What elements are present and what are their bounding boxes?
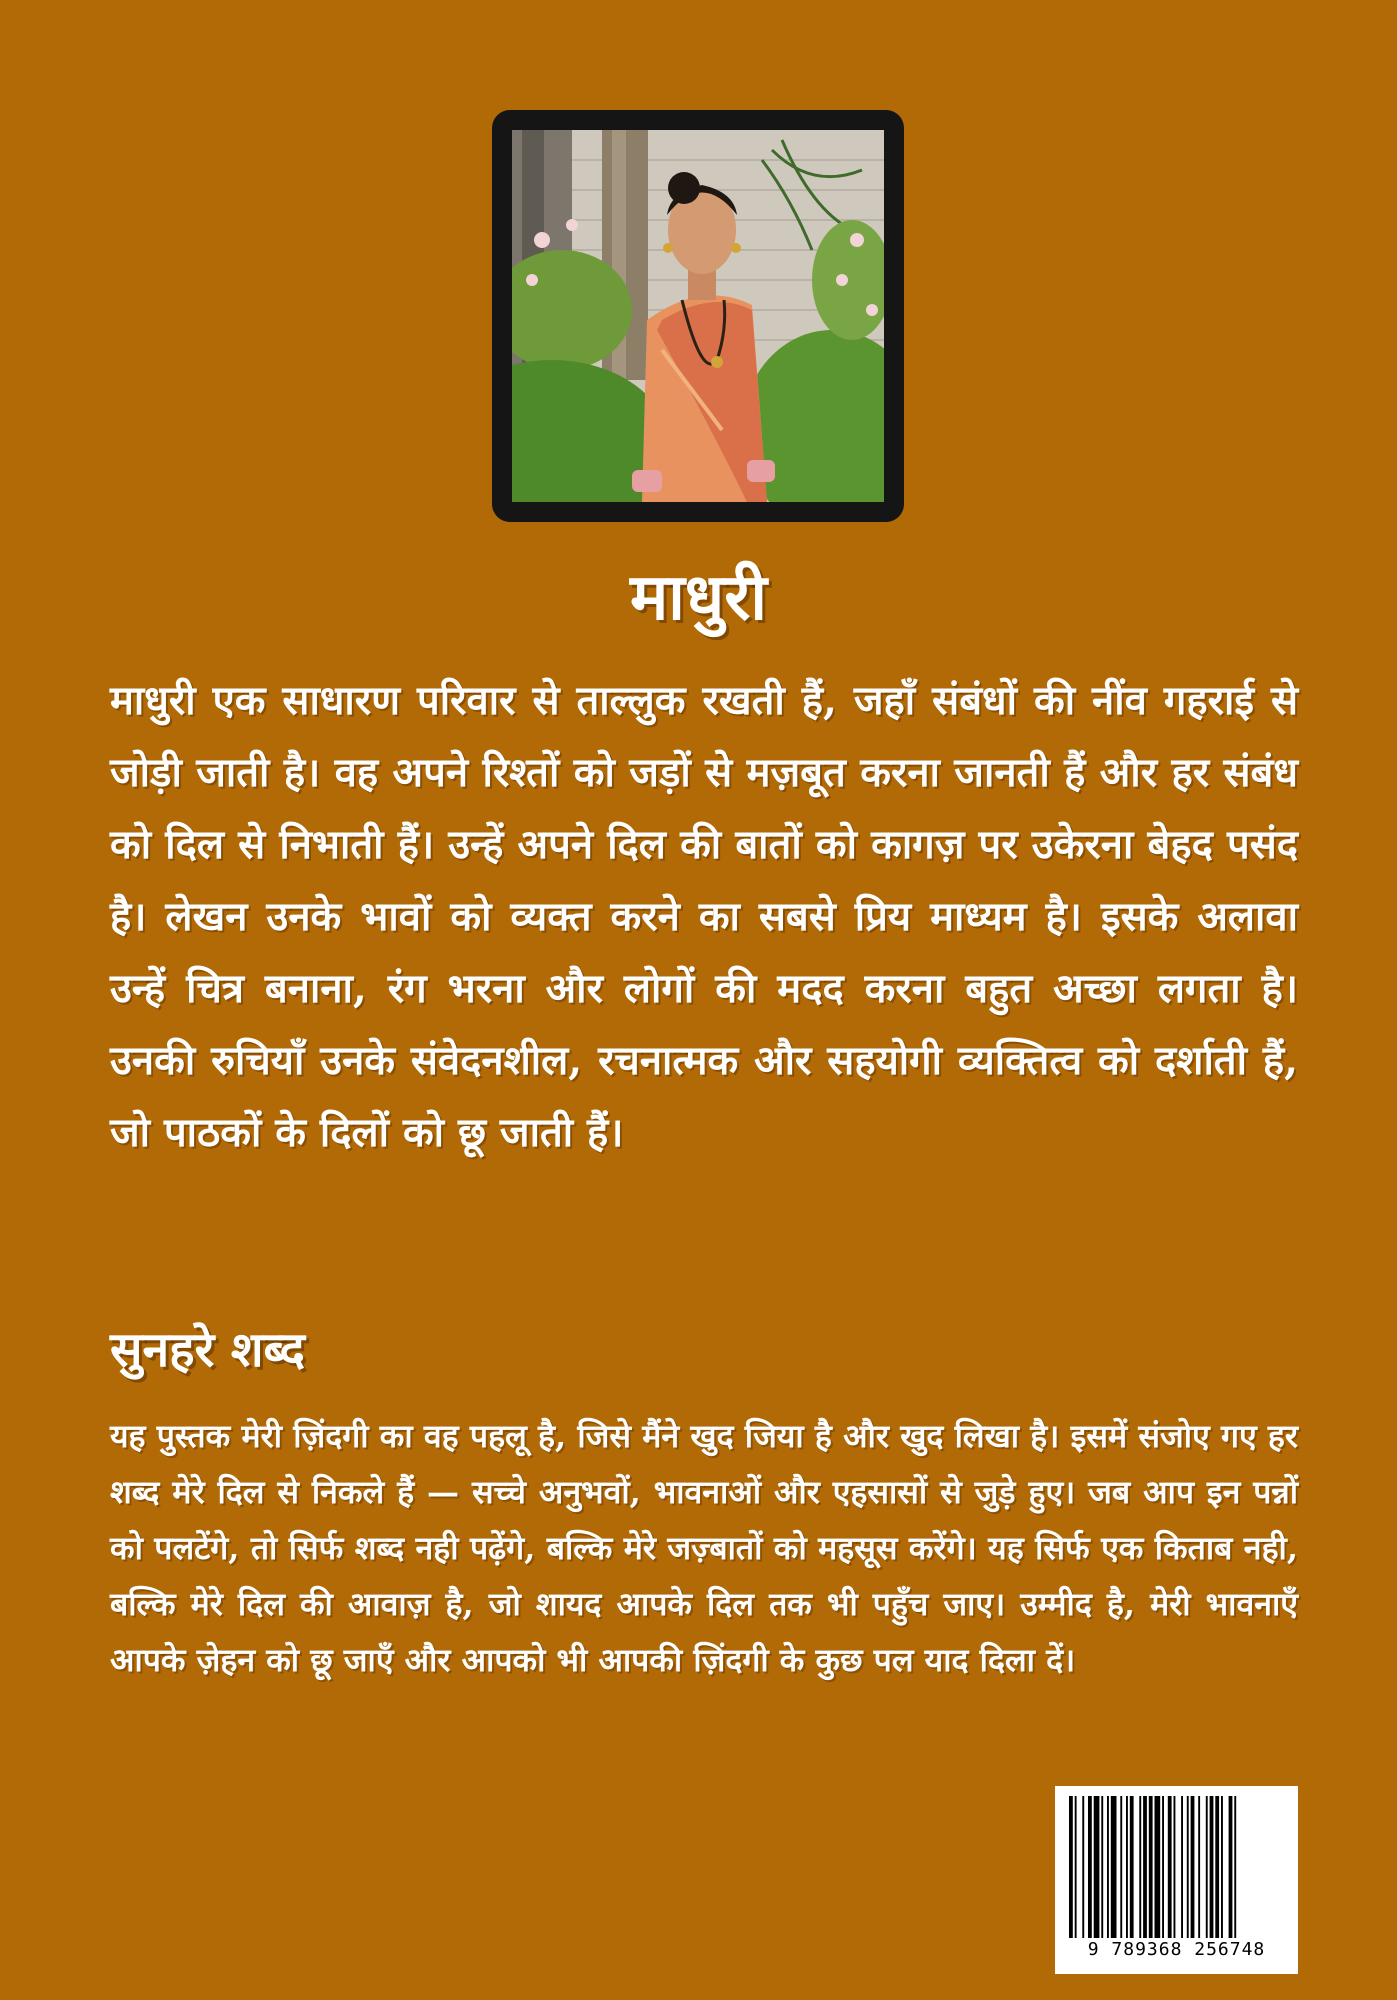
barcode-bar — [1126, 1796, 1128, 1938]
barcode-bar — [1149, 1796, 1153, 1938]
barcode-bar — [1234, 1796, 1236, 1938]
barcode-bar — [1120, 1796, 1122, 1938]
barcode-bar — [1221, 1796, 1223, 1938]
barcode-bar — [1107, 1796, 1109, 1938]
barcode-bar — [1111, 1796, 1117, 1938]
barcode-bar — [1181, 1796, 1183, 1938]
author-name: माधुरी — [630, 560, 767, 635]
barcode-bar — [1162, 1796, 1164, 1938]
barcode-bar — [1215, 1796, 1219, 1938]
barcode-bar — [1143, 1796, 1147, 1938]
barcode-bar — [1094, 1796, 1100, 1938]
barcode-bar — [1191, 1796, 1195, 1938]
barcode-bar — [1082, 1796, 1084, 1938]
barcode-bar — [1130, 1796, 1134, 1938]
barcode-bar — [1139, 1796, 1141, 1938]
author-photo-frame — [492, 110, 904, 522]
barcode-bar — [1229, 1796, 1233, 1938]
barcode-bar — [1187, 1796, 1189, 1938]
author-bio: माधुरी एक साधारण परिवार से ताल्लुक रखती हैं, जहाँ संबंधों की नींव गहराई से जोड़ी जाती है। वह अपने रिश्तों को जड़ों से मज़बूत करना जानती हैं और हर संबंध को दिल से निभाती हैं। उन्हें अपने दिल की बातों को कागज़ पर उकेरना बेहद पसंद है। लेखन उनके भावों को व्यक्त करने का सबसे प्रिय माध्यम है। इसके अलावा उन्हें चित्र बनाना, रंग भरना और लोगों की मदद करना बहुत अच्छा लगता है। उनकी रुचियाँ उनके संवेदनशील, रचनात्मक और सहयोगी व्यक्तित्व को दर्शाती हैं, जो पाठकों के दिलों को छू जाती हैं। — [110, 677, 1298, 1156]
barcode-bar — [1198, 1796, 1200, 1938]
barcode-bars — [1067, 1796, 1286, 1938]
isbn-digits: 9 789368 256748 — [1087, 1939, 1266, 1960]
barcode-bar — [1206, 1796, 1208, 1938]
barcode-bar — [1101, 1796, 1103, 1938]
barcode-bar — [1168, 1796, 1172, 1938]
book-title-heading: सुनहरे शब्द — [110, 1322, 306, 1378]
book-blurb: यह पुस्तक मेरी ज़िंदगी का वह पहलू है, जिसे मैंने खुद जिया है और खुद लिखा है। इसमें संजोए गए हर शब्द मेरे दिल से निकले हैं — सच्चे अनुभवों, भावनाओं और एहसासों से जुड़े हुए। जब आप इन पन्नों को पलटेंगे, तो सिर्फ शब्द नही पढ़ेंगे, बल्कि मेरे जज़्बातों को महसूस करेंगे। यह सिर्फ एक किताब नही, बल्कि मेरे दिल की आवाज़ है, जो शायद आपके दिल तक भी पहुँच जाए। उम्मीद है, मेरी भावनाएँ आपके ज़ेहन को छू जाएँ और आपको भी आपकी ज़िंदगी के कुछ पल याद दिला दें। — [110, 1417, 1298, 1679]
barcode-bar — [1174, 1796, 1176, 1938]
barcode-bar — [1088, 1796, 1092, 1938]
barcode-bar — [1210, 1796, 1214, 1938]
author-photo — [512, 130, 884, 502]
isbn-barcode — [1055, 1786, 1298, 1974]
barcode-bar — [1069, 1796, 1073, 1938]
barcode-bar — [1155, 1796, 1161, 1938]
barcode-bar — [1075, 1796, 1077, 1938]
